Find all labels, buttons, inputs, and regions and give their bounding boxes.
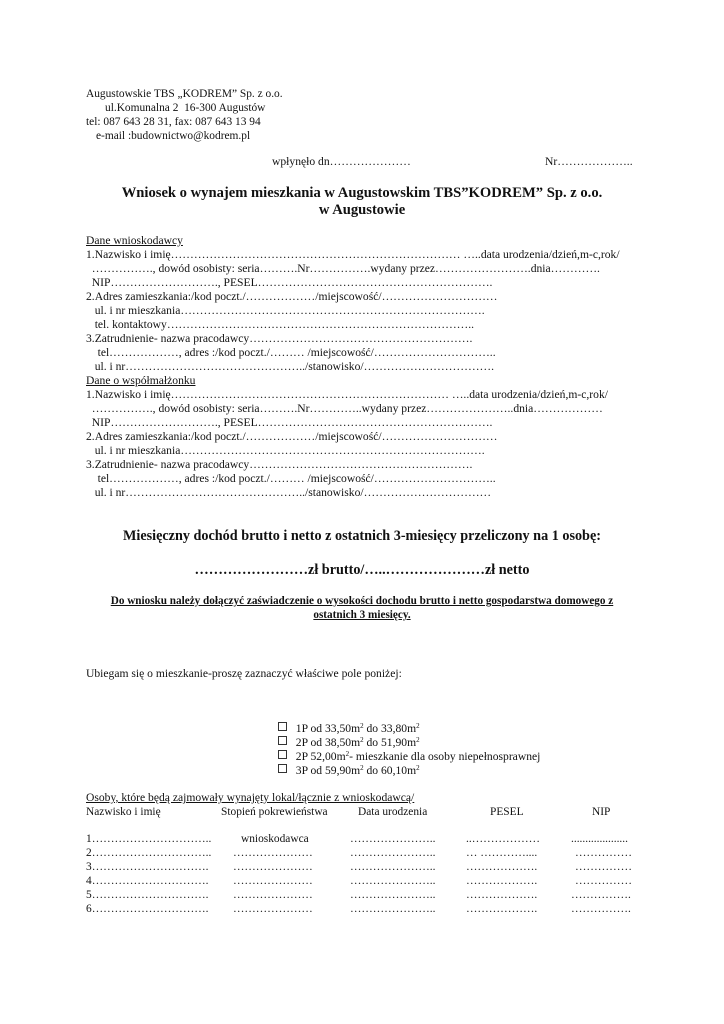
table-cell-name: 5…………………………. — [86, 889, 209, 901]
column-header-relation: Stopień pokrewieństwa — [221, 806, 328, 818]
company-name: Augustowskie TBS „KODREM” Sp. z o.o. — [86, 88, 283, 100]
table-cell-birthdate: ………………….. — [350, 861, 436, 873]
table-cell-pesel: ………………. — [466, 861, 538, 873]
applicant-line: ul. i nr mieszkania……………………………………………………………………. — [86, 304, 485, 317]
column-header-birthdate: Data urodzenia — [358, 806, 428, 818]
spouse-line: ul. i nr mieszkania……………………………………………………………………. — [86, 444, 485, 457]
table-cell-pesel: ………………. — [466, 889, 538, 901]
table-cell-nip: ……………. — [571, 889, 631, 901]
table-cell-nip: ……………. — [571, 903, 631, 915]
applicant-line: tel………………, adres :/kod poczt./……… /miejscowość/………………………….. — [86, 346, 496, 359]
table-cell-name: 6…………………………. — [86, 903, 209, 915]
applicant-line: tel. kontaktowy…………………………………………………………………….. — [86, 318, 475, 331]
income-heading: Miesięczny dochód brutto i netto z ostatnich 3-miesięcy przeliczony na 1 osobę: — [123, 528, 601, 544]
attachment-notice-line1: Do wniosku należy dołączyć zaświadczenie o wysokości dochodu brutto i netto gospodarstwa domowego z — [110, 595, 614, 607]
attachment-notice-line2: ostatnich 3 miesięcy. — [313, 609, 411, 621]
apartment-option-2[interactable]: 2P od $38,50m^2$ do $51,90m^2$ — [272, 722, 420, 750]
document-title-line2: w Augustowie — [318, 202, 406, 218]
table-cell-birthdate: ………………….. — [350, 875, 436, 887]
apartment-option-3[interactable]: 2P $52,00m^2-$ mieszkanie dla osoby niepełnosprawnej — [272, 736, 540, 764]
table-cell-pesel: ..……………… — [466, 833, 541, 845]
spouse-line: ……………., dowód osobisty: seria……….Nr…………..wydany przez…………………..dnia……………… — [86, 402, 603, 415]
document-title-line1: Wniosek o wynajem mieszkania w Augustowskim TBS”KODREM” Sp. z o.o. — [121, 185, 603, 201]
table-cell-birthdate: ………………….. — [350, 889, 436, 901]
table-cell-birthdate: ………………….. — [350, 903, 436, 915]
applicant-line: 1.Nazwisko i imię………………………………………………………………… …..data urodzenia/dzień,m-c,rok/ — [86, 248, 620, 261]
table-cell-nip: …………… — [575, 861, 632, 873]
registry-number-field: Nr……………….. — [545, 155, 633, 168]
table-cell-name: 1………………………….. — [86, 833, 212, 845]
table-cell-nip: .................... — [571, 833, 628, 845]
company-phone: tel: 087 643 28 31, fax: 087 643 13 94 — [86, 116, 261, 128]
spouse-line: NIP………………………., PESEL……………………………………………………. — [86, 416, 493, 429]
column-header-nip: NIP — [592, 806, 611, 818]
applicant-line: NIP………………………., PESEL……………………………………………………. — [86, 276, 493, 289]
company-email: e-mail :budownictwo@kodrem.pl — [96, 130, 251, 142]
table-cell-pesel: ………………. — [466, 875, 538, 887]
apartment-option-1[interactable]: 1P od $33,50m^2$ do $33,80m^2$ — [272, 708, 420, 736]
table-cell-relation: wnioskodawca — [241, 833, 309, 845]
received-date-field: wpłynęło dn………………… — [272, 155, 411, 168]
apartment-choice-instruction: Ubiegam się o mieszkanie-proszę zaznaczyć właściwe pole poniżej: — [86, 667, 402, 680]
apartment-option-4[interactable]: 3P od $59,90m^2$ do $60,10m^2$ — [272, 750, 420, 778]
spouse-section-label: Dane o współmałżonku — [86, 374, 196, 387]
column-header-name: Nazwisko i imię — [86, 806, 161, 818]
income-amount-line: ……………………zł brutto/…..…………………zł netto — [194, 562, 530, 578]
persons-heading: Osoby, które będą zajmowały wynajęty lokal/łącznie z wnioskodawcą/ — [86, 791, 415, 804]
applicant-line: ……………., dowód osobisty: seria……….Nr…………….wydany przez…………………….dnia…………. — [86, 262, 600, 275]
spouse-line: 2.Adres zamieszkania:/kod poczt./………………/miejscowość/………………………… — [86, 430, 498, 443]
spouse-line: 3.Zatrudnienie- nazwa pracodawcy…………………………………………………. — [86, 458, 473, 471]
table-cell-birthdate: ………………….. — [350, 847, 436, 859]
table-cell-relation: ………………… — [233, 903, 313, 915]
company-address: ul.Komunalna 2 16-300 Augustów — [105, 102, 266, 114]
table-cell-pesel: ………………. — [466, 903, 538, 915]
table-cell-nip: …………… — [575, 875, 632, 887]
table-cell-nip: …………… — [575, 847, 632, 859]
checkbox[interactable] — [278, 764, 287, 773]
table-cell-name: 4…………………………. — [86, 875, 209, 887]
table-cell-relation: ………………… — [233, 861, 313, 873]
applicant-line: 2.Adres zamieszkania:/kod poczt./………………/miejscowość/………………………… — [86, 290, 498, 303]
table-cell-name: 3…………………………. — [86, 861, 209, 873]
applicant-section-label: Dane wnioskodawcy — [86, 234, 183, 247]
applicant-line: 3.Zatrudnienie- nazwa pracodawcy…………………………………………………. — [86, 332, 473, 345]
column-header-pesel: PESEL — [490, 806, 524, 818]
table-cell-birthdate: ………………….. — [350, 833, 436, 845]
table-cell-relation: ………………… — [233, 875, 313, 887]
spouse-line: 1.Nazwisko i imię……………………………………………………………… …..data urodzenia/dzień,m-c,rok/ — [86, 388, 608, 401]
table-cell-relation: ………………… — [233, 847, 313, 859]
spouse-line: ul. i nr………………………………………../stanowisko/…………………………… — [86, 486, 492, 499]
applicant-line: ul. i nr………………………………………../stanowisko/……………………………. — [86, 360, 495, 373]
table-cell-name: 2………………………….. — [86, 847, 212, 859]
spouse-line: tel………………, adres :/kod poczt./……… /miejscowość/………………………….. — [86, 472, 496, 485]
table-cell-relation: ………………… — [233, 889, 313, 901]
table-cell-pesel: … ………….... — [466, 847, 538, 859]
